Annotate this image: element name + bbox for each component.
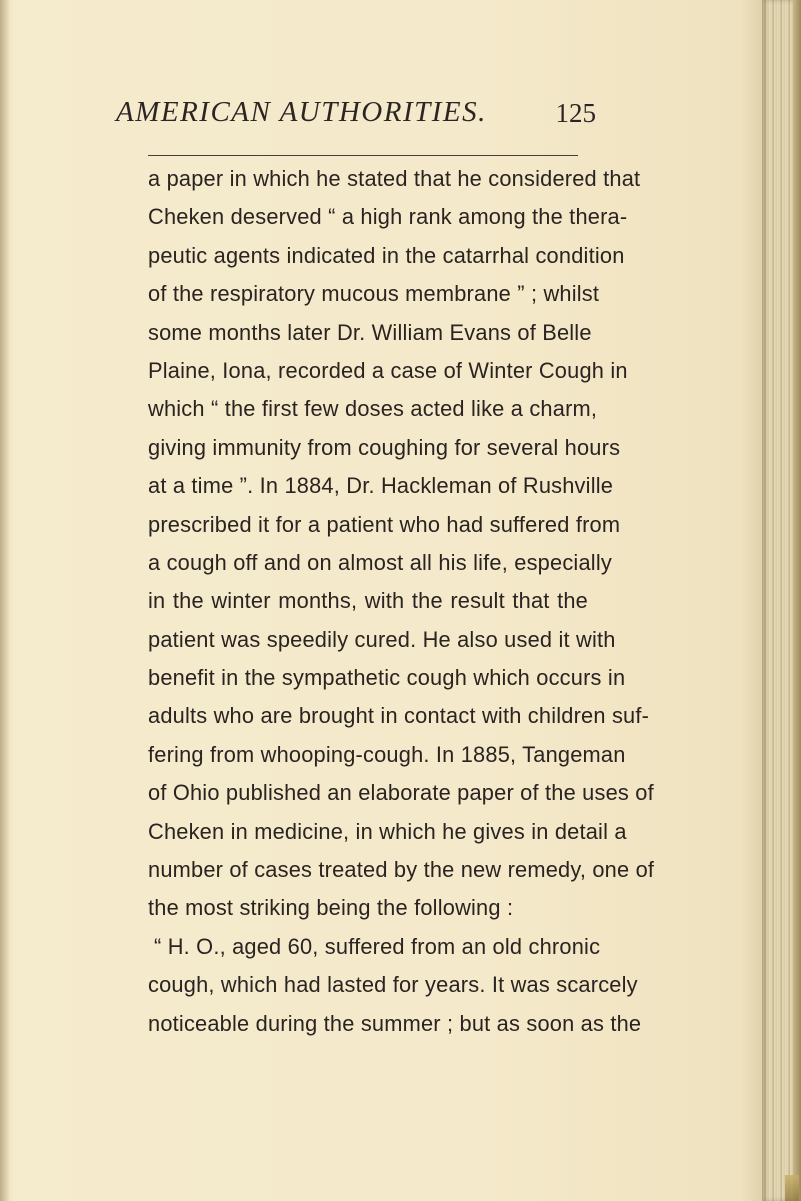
text-line: adults who are brought in contact with children suf- — [148, 703, 650, 729]
page-left-edge — [0, 0, 10, 1201]
text-line: the most striking being the following : — [148, 895, 514, 921]
text-line: at a time ”. In 1884, Dr. Hackleman of Rushville — [148, 473, 614, 499]
text-line: peutic agents indicated in the catarrhal condition — [148, 242, 625, 268]
text-line: of the respiratory mucous membrane ” ; whilst — [148, 281, 600, 307]
text-line: in the winter months, with the result that the — [148, 588, 588, 614]
text-line: Cheken in medicine, in which he gives in detail a — [148, 818, 627, 844]
book-spine — [793, 0, 801, 1201]
text-line: Plaine, Iona, recorded a case of Winter Cough in — [148, 357, 628, 383]
page-header — [116, 96, 596, 144]
header-rule — [148, 155, 578, 156]
running-title: AMERICAN AUTHORITIES. — [116, 96, 487, 128]
text-line: benefit in the sympathetic cough which occurs in — [148, 665, 626, 691]
page-block-edge — [762, 0, 801, 1201]
text-line: Cheken deserved “ a high rank among the thera- — [148, 204, 628, 230]
page-number: 125 — [555, 98, 596, 128]
text-line: of Ohio published an elaborate paper of the uses of — [148, 780, 654, 806]
text-line: prescribed it for a patient who had suffered from — [148, 511, 621, 537]
text-line: which “ the first few doses acted like a charm, — [148, 396, 598, 422]
body-text — [148, 160, 655, 1043]
text-line: giving immunity from coughing for several hours — [148, 434, 621, 460]
text-line: a cough off and on almost all his life, especially — [148, 549, 612, 575]
text-line: number of cases treated by the new remedy, one of — [148, 857, 655, 883]
text-line: fering from whooping-cough. In 1885, Tangeman — [148, 741, 626, 767]
book-corner — [785, 1175, 799, 1201]
text-line: “ H. O., aged 60, suffered from an old chronic — [154, 933, 601, 959]
text-line: some months later Dr. William Evans of Belle — [148, 319, 592, 345]
text-line: cough, which had lasted for years. It was scarcely — [148, 972, 638, 998]
text-line: a paper in which he stated that he considered that — [148, 166, 641, 191]
text-line: patient was speedily cured. He also used it with — [148, 626, 616, 652]
text-line: noticeable during the summer ; but as soon as the — [148, 1010, 642, 1036]
